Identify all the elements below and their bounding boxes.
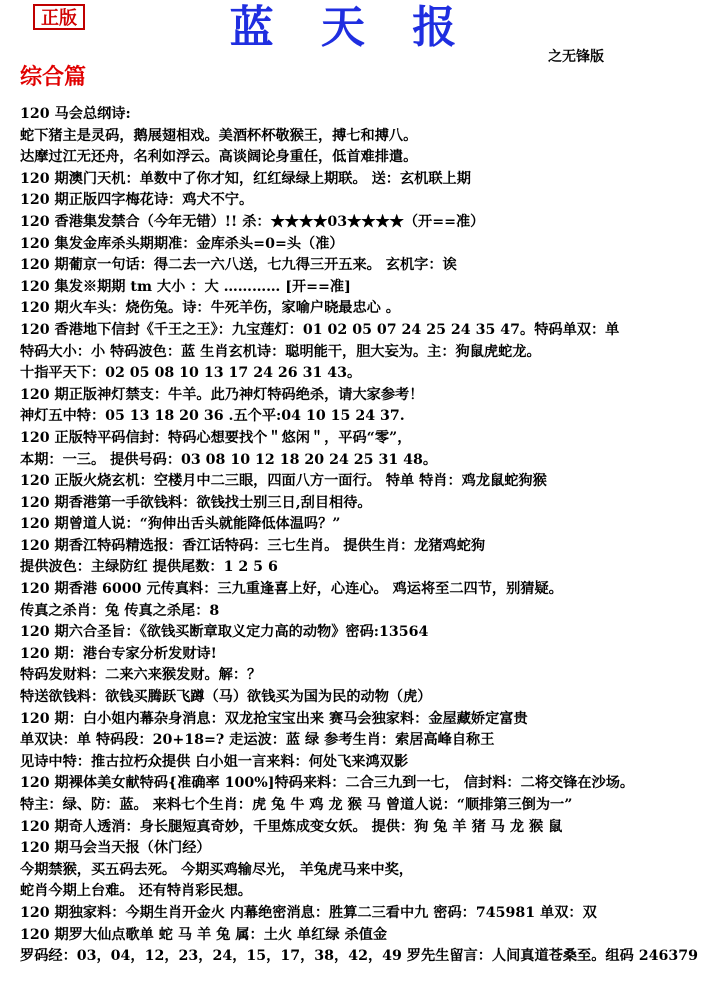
article-line: 达摩过江无还舟，名利如浮云。高谈阔论身重任，低首难排遣。 xyxy=(20,149,418,166)
article-line: 120 期澳门天机：单数中了你才知，红红绿绿上期联。 送：玄机联上期 xyxy=(20,170,471,187)
article-line: 特码发财料：二来六来猴发财。解：？ xyxy=(20,667,262,684)
article-line: 120 集发※期期 tm 大小 ：大 ………… [开==准] xyxy=(20,278,351,295)
article-line: 本期：一三。 提供号码：03 08 10 12 18 20 24 25 31 48。 xyxy=(20,451,438,468)
article-line: 特码大小：小 特码波色：蓝 生肖玄机诗：聪明能干，胆大妄为。主：狗鼠虎蛇龙。 xyxy=(20,343,541,360)
article-line: 120 期：白小姐内幕杂身消息：双龙抢宝宝出来 赛马会独家料：金屋藏娇定富贵 xyxy=(20,710,528,727)
article-line: 120 期葡京一句话：得二去一六八送，七九得三开五来。 玄机字：诶 xyxy=(20,257,457,274)
edition-label: 之无锋版 xyxy=(548,49,604,65)
article-line: 120 期香江特码精选报：香江话特码：三七生肖。 提供生肖：龙猪鸡蛇狗 xyxy=(20,537,486,554)
article-line: 120 期：港台专家分析发财诗! xyxy=(20,645,217,662)
article-line: 120 正版火烧玄机：空楼月中二三眼，四面八方一面行。 特单 特肖：鸡龙鼠蛇狗猴 xyxy=(20,473,547,490)
article-line: 120 期曾道人说：“狗伸出舌头就能降低体温吗？” xyxy=(20,516,341,533)
article-line: 120 期六合圣旨：《欲钱买断章取义定力高的动物》密码:13564 xyxy=(20,624,429,641)
article-line: 120 期火车头：烧伤兔。诗：牛死羊伤，家喻户晓最忠心 。 xyxy=(20,300,400,317)
article-line: 今期禁猴，买五码去死。 今期买鸡输尽光， 羊兔虎马来中奖， xyxy=(20,861,413,878)
article-line: 120 期正版四字梅花诗：鸡犬不宁。 xyxy=(20,192,254,209)
article-line: 蛇下猪主是灵码，鹅展翅相戏。美酒杯杯敬猴王，搏七和搏八。 xyxy=(20,127,418,144)
article-line: 120 马会总纲诗: xyxy=(20,106,131,122)
article-line: 120 期奇人透消：身长腿短真奇妙，千里炼成变女妖。 提供：狗 兔 羊 猪 马 龙 猴 鼠 xyxy=(20,818,563,835)
article-line: 特主：绿、防：蓝。 来料七个生肖：虎 兔 牛 鸡 龙 猴 马 曾道人说：“顺排第三倒为一” xyxy=(20,797,573,813)
article-line: 120 期马会当天报（休门经） xyxy=(20,840,211,857)
section-title: 综合篇 xyxy=(20,64,87,90)
genuine-edition-stamp: 正版 xyxy=(33,4,85,30)
article-line: 单双诀：单 特码段：20+18=? 走运波：蓝 绿 参考生肖：索居高峰自称王 xyxy=(20,732,495,749)
newspaper-masthead: 蓝 天 报 xyxy=(229,2,473,53)
article-line: 传真之杀肖：兔 传真之杀尾：8 xyxy=(20,602,220,619)
article-line: 120 期香港第一手欲钱料：欲钱找士别三日,刮目相待。 xyxy=(20,494,372,511)
article-body xyxy=(20,104,700,968)
article-line: 蛇肖今期上台难。 还有特肖彩民想。 xyxy=(20,883,252,900)
article-line: 120 期香港 6000 元传真料：三九重逢喜上好，心连心。 鸡运将至二四节，别猜疑。 xyxy=(20,581,563,598)
article-line: 十指平天下：02 05 08 10 13 17 24 26 31 43。 xyxy=(20,365,362,382)
article-line: 120 香港集发禁合（今年无错）!! 杀：★★★★03★★★★（开==准） xyxy=(20,213,485,230)
article-line: 120 期裸体美女献特码{准确率 100%]特码来料：二合三九到一七， 信封料：二将交锋在沙场。 xyxy=(20,775,635,792)
article-line: 120 期独家料：今期生肖开金火 内幕绝密消息：胜算二三看中九 密码：745981 单双：双 xyxy=(20,904,597,921)
article-line: 120 正版特平码信封：特码心想要找个＂悠闲＂，平码“零”， xyxy=(20,429,412,446)
article-line: 罗码经：03，04，12，23，24，15，17，38，42，49 罗先生留言：人间真道苍桑至。组码 246379 xyxy=(20,948,698,965)
article-line: 特送欲钱料：欲钱买腾跃飞蹲（马）欲钱买为国为民的动物（虎） xyxy=(20,689,432,706)
article-line: 神灯五中特：05 13 18 20 36 .五个平:04 10 15 24 37. xyxy=(20,408,405,425)
article-line: 120 期正版神灯禁支：牛羊。此乃神灯特码绝杀，请大家参考！ xyxy=(20,386,424,403)
article-line: 见诗中特：推古拉朽众提供 白小姐一言来料：何处飞来鸿双影 xyxy=(20,753,409,770)
article-line: 120 期罗大仙点歌单 蛇 马 羊 兔 属：土火 单红绿 杀值金 xyxy=(20,926,388,943)
article-line: 120 香港地下信封《千王之王》：九宝莲灯：01 02 05 07 24 25 24 35 47。特码单双：单 xyxy=(20,321,620,338)
article-line: 提供波色：主绿防红 提供尾数：1 2 5 6 xyxy=(20,559,278,576)
article-line: 120 集发金库杀头期期准：金库杀头=0=头（准） xyxy=(20,235,344,252)
